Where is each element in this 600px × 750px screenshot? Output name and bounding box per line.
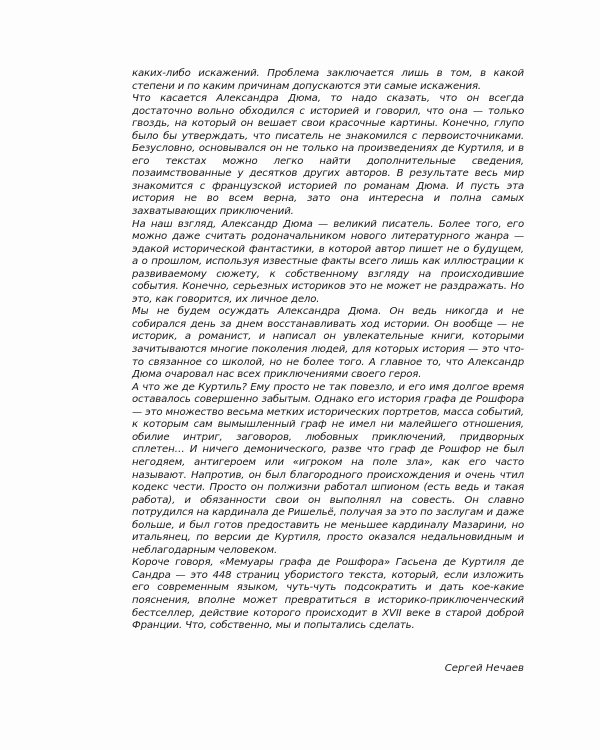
paragraph-3: На наш взгляд, Александр Дюма — великий писатель. Более того, его можно даже считать родоначальником нового литературного жанра — эдакой исторической фантастики, в которой автор пишет не о будущем, а о прошлом, используя известные факты всего лишь как иллюстрации к развиваемому сюжету, к собственному взгляду на происходившие события. Конечно, серьезных историков это не может не раздражать. Но это, как говорится, их личное дело.: [132, 218, 524, 305]
paragraph-6: Короче говоря, «Мемуары графа де Рошфора» Гасьена де Куртиля де Сандра — это 448 страниц убористого текста, который, если изложить его современным языком, чуть-чуть подсократить и дать кое-какие пояснения, вполне может превратиться в историко-приключенческий бестселлер, действие которого происходит в XVII веке в старой доброй Франции. Что, собственно, мы и попытались сделать.: [132, 557, 524, 632]
paragraph-1: каких-либо искажений. Проблема заключается лишь в том, в какой степени и по каким причинам допускаются эти самые искажения.: [132, 68, 524, 92]
body-text: [132, 68, 524, 633]
paragraph-2: Что касается Александра Дюма, то надо сказать, что он всегда достаточно вольно обходился с историей и говорил, что она — только гвоздь, на который он вешает свои красочные картины. Конечно, глупо было бы утверждать, что писатель не знакомился с первоисточниками. Безусловно, основывался он не только на произведениях де Куртиля, и в его текстах можно легко найти дополнительные сведения, позаимствованные у десятков других авторов. В результате весь мир знакомится с французской историей по романам Дюма. И пусть эта история не во всем верна, зато она интересна и полна самых захватывающих приключений.: [132, 93, 524, 218]
author-signature: Сергей Нечаев: [444, 663, 524, 674]
paragraph-4: Мы не будем осуждать Александра Дюма. Он ведь никогда и не собирался день за днем восстанавливать ход истории. Он вообще — не историк, а романист, и написал он увлекательные книги, которыми зачитываются многие поколения людей, для которых история — это что-то связанное со школой, но не более того. А главное то, что Александр Дюма очаровал нас всех приключениями своего героя.: [132, 306, 524, 381]
paragraph-5: А что же де Куртиль? Ему просто не так повезло, и его имя долгое время оставалось совершенно забытым. Однако его история графа де Рошфора — это множество весьма метких исторических портретов, масса событий, к которым сам вымышленный граф не имел ни малейшего отношения, обилие интриг, заговоров, любовных приключений, придворных сплетен… И ничего демонического, разве что граф де Рошфор не был негодяем, антигероем или «игроком на поле зла», как его часто называют. Напротив, он был благородного происхождения и очень чтил кодекс чести. Просто он полжизни работал шпионом (есть ведь и такая работа), и обязанности свои он выполнял на совесть. Он славно потрудился на кардинала де Ришельё, получая за это по заслугам и даже больше, и был готов предоставить не меньшее кардиналу Мазарини, но итальянец, по версии де Куртиля, просто оказался недальновидным и неблагодарным человеком.: [132, 381, 524, 556]
